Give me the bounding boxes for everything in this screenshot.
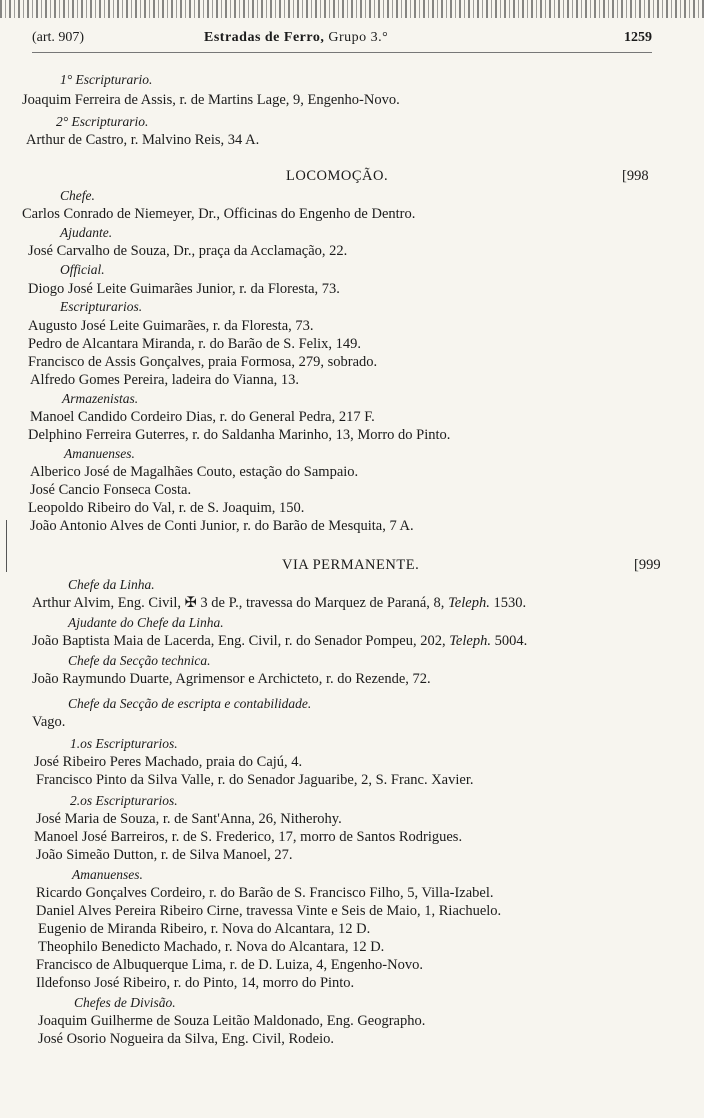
entry-text: João Baptista Maia de Lacerda, Eng. Civil, r. do Senador Pompeu, 202, — [32, 633, 446, 649]
entry: João Raymundo Duarte, Agrimensor e Archicteto, r. do Rezende, 72. — [32, 671, 431, 687]
role-heading: 1° Escripturario. — [60, 72, 153, 87]
entry: José Maria de Souza, r. de Sant'Anna, 26, Nitherohy. — [36, 811, 342, 827]
entry — [32, 594, 526, 612]
entry: Diogo José Leite Guimarães Junior, r. da Floresta, 73. — [28, 281, 340, 297]
role-heading: Armazenistas. — [62, 391, 139, 406]
teleph-label: Teleph. — [449, 633, 491, 649]
entry: Joaquim Ferreira de Assis, r. de Martins Lage, 9, Engenho-Novo. — [22, 92, 400, 108]
margin-mark — [6, 520, 7, 572]
entry: Leopoldo Ribeiro do Val, r. de S. Joaquim, 150. — [28, 500, 305, 516]
page-top-edge — [0, 0, 704, 18]
teleph-number: 5004. — [494, 633, 528, 649]
header-group: Grupo 3.° — [328, 30, 389, 45]
entry: João Antonio Alves de Conti Junior, r. do Barão de Mesquita, 7 A. — [30, 518, 414, 534]
role-heading: Ajudante. — [60, 225, 113, 240]
section-title: VIA PERMANENTE. — [282, 557, 420, 573]
entry: Augusto José Leite Guimarães, r. da Floresta, 73. — [28, 318, 314, 334]
entry: Carlos Conrado de Niemeyer, Dr., Officinas do Engenho de Dentro. — [22, 206, 416, 222]
entry: Manoel José Barreiros, r. de S. Frederico, 17, morro de Santos Rodrigues. — [34, 829, 463, 845]
entry: Alberico José de Magalhães Couto, estação do Sampaio. — [30, 464, 359, 480]
header-title-text: Estradas de Ferro, — [204, 30, 325, 45]
role-heading: Amanuenses. — [64, 446, 135, 461]
teleph-number: 1530. — [493, 595, 527, 611]
entry: Delphino Ferreira Guterres, r. do Saldanha Marinho, 13, Morro do Pinto. — [28, 427, 451, 443]
entry: Vago. — [32, 714, 66, 730]
page-header — [32, 30, 652, 52]
role-heading: 2.os Escripturarios. — [70, 793, 178, 808]
role-heading: Chefe da Secção technica. — [68, 653, 211, 668]
role-heading: Chefe. — [60, 188, 95, 203]
entry: Francisco de Albuquerque Lima, r. de D. Luiza, 4, Engenho-Novo. — [36, 957, 423, 973]
entry: Theophilo Benedicto Machado, r. Nova do Alcantara, 12 D. — [38, 939, 385, 955]
entry: Manoel Candido Cordeiro Dias, r. do General Pedra, 217 F. — [30, 409, 375, 425]
section-number: [999 — [634, 557, 661, 573]
role-heading: Ajudante do Chefe da Linha. — [68, 615, 224, 630]
role-heading: Chefe da Linha. — [68, 577, 155, 592]
header-page-number: 1259 — [624, 30, 652, 45]
entry: Ricardo Gonçalves Cordeiro, r. do Barão de S. Francisco Filho, 5, Villa-Izabel. — [36, 885, 494, 901]
entry: Daniel Alves Pereira Ribeiro Cirne, travessa Vinte e Seis de Maio, 1, Riachuelo. — [36, 903, 502, 919]
entry: José Osorio Nogueira da Silva, Eng. Civil, Rodeio. — [38, 1031, 335, 1047]
header-article-ref: (art. 907) — [32, 30, 85, 45]
entry: José Carvalho de Souza, Dr., praça da Acclamação, 22. — [28, 243, 348, 259]
entry: Joaquim Guilherme de Souza Leitão Maldonado, Eng. Geographo. — [38, 1013, 426, 1029]
role-heading: Chefes de Divisão. — [74, 995, 176, 1010]
entry: Francisco de Assis Gonçalves, praia Formosa, 279, sobrado. — [28, 354, 378, 370]
role-heading: 2° Escripturario. — [56, 114, 149, 129]
role-heading: Amanuenses. — [72, 867, 143, 882]
entry: Eugenio de Miranda Ribeiro, r. Nova do Alcantara, 12 D. — [38, 921, 371, 937]
entry: Alfredo Gomes Pereira, ladeira do Vianna, 13. — [30, 372, 300, 388]
header-title — [204, 30, 388, 46]
entry-text: Arthur Alvim, Eng. Civil, ✠ 3 de P., travessa do Marquez de Paraná, 8, — [32, 595, 445, 611]
entry: José Ribeiro Peres Machado, praia do Cajú, 4. — [34, 754, 303, 770]
teleph-label: Teleph. — [448, 595, 490, 611]
header-rule — [32, 52, 652, 53]
role-heading: Escripturarios. — [60, 299, 143, 314]
role-heading: Chefe da Secção de escripta e contabilidade. — [68, 696, 312, 711]
entry — [32, 632, 527, 650]
role-heading: Official. — [60, 262, 105, 277]
entry: Ildefonso José Ribeiro, r. do Pinto, 14, morro do Pinto. — [36, 975, 355, 991]
section-number: [998 — [622, 168, 649, 184]
role-heading: 1.os Escripturarios. — [70, 736, 178, 751]
entry: Francisco Pinto da Silva Valle, r. do Senador Jaguaribe, 2, S. Franc. Xavier. — [36, 772, 474, 788]
section-title: LOCOMOÇÃO. — [286, 168, 389, 184]
entry: Pedro de Alcantara Miranda, r. do Barão de S. Felix, 149. — [28, 336, 362, 352]
entry: Arthur de Castro, r. Malvino Reis, 34 A. — [26, 132, 260, 148]
entry: João Simeão Dutton, r. de Silva Manoel, 27. — [36, 847, 293, 863]
entry: José Cancio Fonseca Costa. — [30, 482, 192, 498]
